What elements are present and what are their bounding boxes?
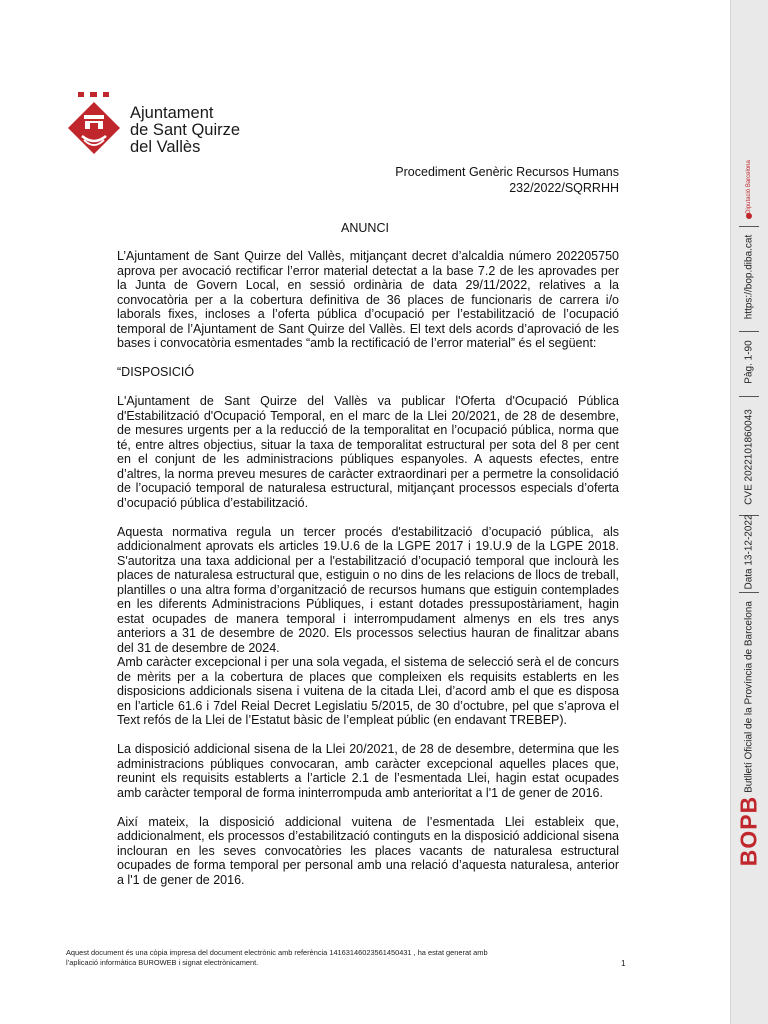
footer-line-1: Aquest document és una còpia impresa del document electrònic amb referència 14163146023561450431 , ha estat generat amb: [66, 948, 488, 957]
paragraph-exceptional: Amb caràcter excepcional i per una sola vegada, el sistema de selecció serà el de concurs de mèrits per a la cobertura de places que compleixen els requisits establerts en les disposicions addicionals sisena i vuitena de la citada Llei, d’acord amb el que es disposa en l’article 61.6 i 7del Reial Decret Legislatiu 5/2015, de 30 d’octubre, pel que s’aprova el Text refós de la Llei de l’Estatut bàsic de l’empleat públic (en endavant TREBEP).: [117, 655, 619, 727]
paragraph-intro: L’Ajuntament de Sant Quirze del Vallès, mitjançant decret d’alcaldia número 202205750 aprova per avocació rectificar l’error material detectat a la base 7.2 de les aprovades per la Junta de Govern Local, en sessió ordinària de data 29/11/2022, relatives a la convocatòria per a la cobertura definitiva de 36 places de funcionaris de carrera i/o laborals fixes, incloses a l’oferta pública d’ocupació per l’estabilització de l’ocupació temporal de l’Ajuntament de Sant Quirze del Vallès. El text dels acords d’aprovació de les bases i convocatòria esmentades “amb la rectificació de l’error material” és el següent:: [117, 249, 619, 350]
bulletin-name: Butlletí Oficial de la Província de Barcelona: [743, 601, 755, 793]
coat-of-arms-icon: [66, 88, 128, 168]
page-range: Pàg. 1-90: [743, 340, 755, 384]
procedure-name: Procediment Genèric Recursos Humans: [395, 165, 619, 179]
divider: [739, 592, 759, 593]
page-number: 1: [621, 959, 626, 968]
diba-label: Diputació Barcelona: [746, 160, 752, 214]
section-heading: “DISPOSICIÓ: [117, 365, 195, 379]
bulletin-sidebar: [730, 0, 768, 1024]
divider: [739, 226, 759, 227]
paragraph-regulation: Aquesta normativa regula un tercer procés d'estabilització d’ocupació pública, als addicionalment aprovats els articles 19.U.6 de la LGPE 2017 i 19.U.9 de la LGPE 2018. S'autoritza una taxa addicional per a l'estabilització d’ocupació temporal que inclourà les places de naturalesa estructural que, estiguin o no dins de les relacions de llocs de treball, plantilles o una altra forma d’organització de recursos humans que estiguin contemplades en les diferents Administracions Públiques, i estant dotades pressupostàriament, hagin estat ocupades de manera temporal i interrompudament almenys en els tres anys anteriors a 31 de desembre de 2020. Els processos selectius hauran de finalitzar abans del 31 de desembre de 2024.: [117, 524, 619, 655]
bulletin-url-link[interactable]: https://bop.diba.cat: [743, 234, 755, 320]
procedure-reference: [395, 164, 619, 196]
municipality-name: [130, 105, 240, 156]
document-body: [117, 249, 619, 902]
cve-code: CVE 2022101860043: [743, 409, 755, 505]
paragraph-eighth-provision: Així mateix, la disposició addicional vuitena de l’esmentada Llei estableix que, addicionalment, els processos d’estabilització continguts en la disposició addicional sisena inclouran en les seves convocatòries les places vacants de naturalesa estructural ocupades de forma temporal per personal amb una relació d’aquesta naturalesa, anterior a l'1 de gener de 2016.: [117, 814, 619, 887]
paragraph-offer: L'Ajuntament de Sant Quirze del Vallès va publicar l'Oferta d'Ocupació Pública d'Estabilització d'Ocupació Temporal, en el marc de la Llei 20/2021, de 28 de desembre, de mesures urgents per a la reducció de la temporalitat en l’ocupació pública, norma que té, entre altres objectius, situar la taxa de temporalitat estructural per sota del 8 per cent en el conjunt de les administracions públiques espanyoles. A aquests efectes, entre d’altres, la norma preveu mesures de caràcter extraordinari per a permetre la consolidació de l’ocupació temporal de naturalesa estructural, mitjançant processos especials d’oferta d’ocupació pública d’estabilització.: [117, 394, 619, 510]
document-title: ANUNCI: [341, 221, 389, 235]
municipality-logo: [66, 88, 246, 168]
divider: [739, 331, 759, 332]
publication-date: Data 13-12-2022: [743, 514, 755, 590]
paragraph-sixth-provision: La disposició addicional sisena de la Llei 20/2021, de 28 de desembre, determina que les administracions públiques convocaran, amb caràcter excepcional aquelles places que, reunint els requisits establerts a l’article 2.1 de l’esmentada Llei, hagin estat ocupades amb caràcter temporal de forma ininterrompuda amb anterioritat a l'1 de gener de 2016.: [117, 742, 619, 800]
org-line-2: de Sant Quirze: [130, 121, 241, 139]
footer-note: [66, 948, 536, 968]
divider: [739, 396, 759, 397]
bopb-logo: BOPB: [735, 795, 762, 867]
procedure-code: 232/2022/SQRRHH: [509, 181, 619, 195]
footer-line-2: l’aplicació informàtica BUROWEB i signat electrònicament.: [66, 958, 259, 967]
org-line-1: Ajuntament: [130, 104, 214, 122]
org-line-3: del Vallès: [130, 138, 201, 156]
